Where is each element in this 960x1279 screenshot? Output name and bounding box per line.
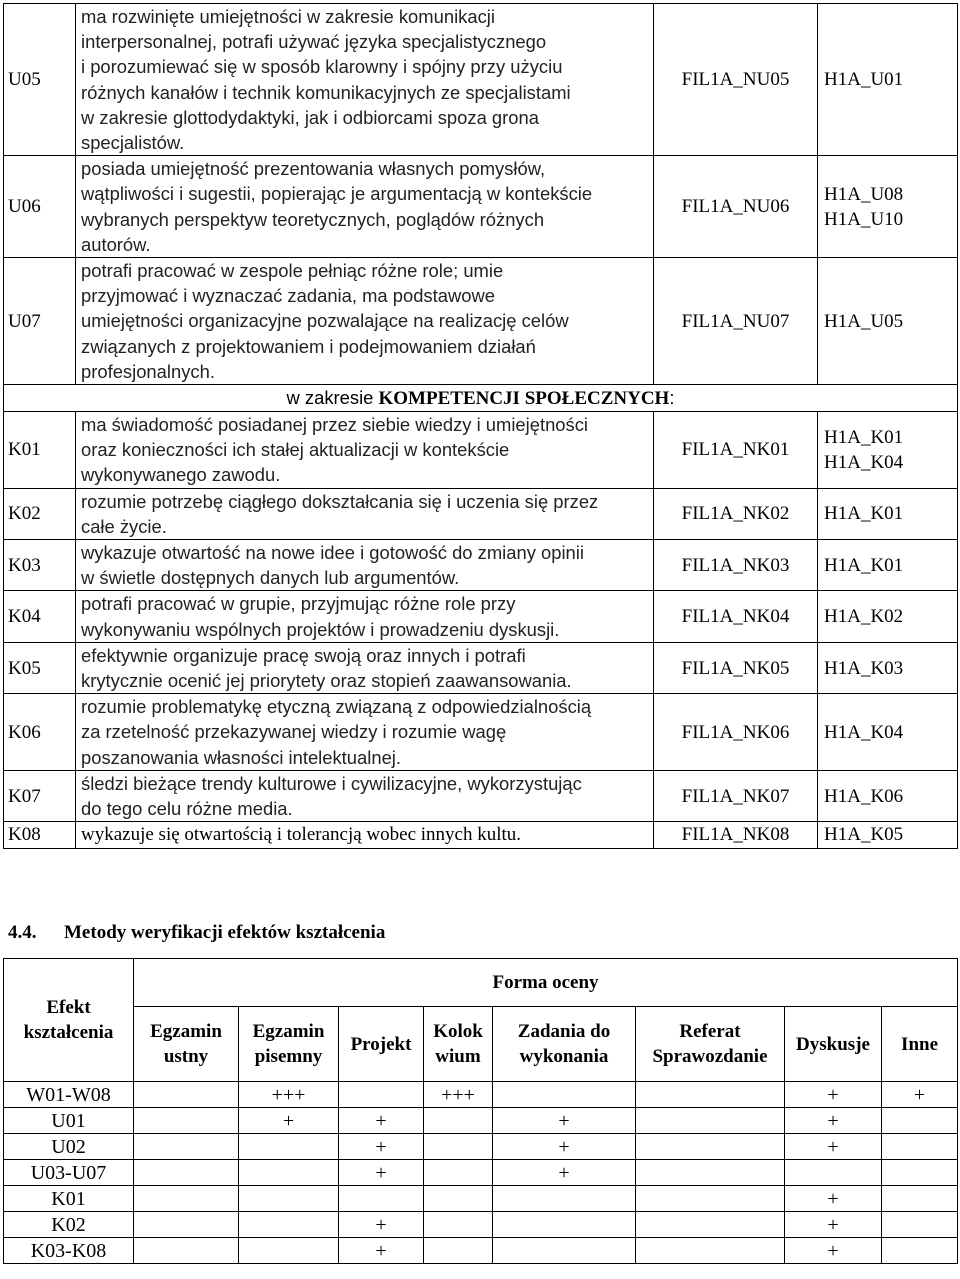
mark-cell: + [785,1134,882,1160]
area-code: H1A_U01 [824,69,904,91]
header-line: pisemny [254,1046,323,1067]
description-line: wykonywanego zawodu. [81,464,281,486]
mark-cell [134,1186,239,1212]
area-reference [818,488,958,539]
area-reference [818,694,958,771]
outcome-description [76,258,654,385]
method-header [424,1007,493,1082]
mark-cell: + [785,1238,882,1264]
description-line: całe życie. [81,515,167,537]
mark-cell [882,1238,958,1264]
area-reference [818,822,958,848]
area-code: H1A_K01 [824,554,904,576]
mark-cell: + [339,1108,424,1134]
outcome-row [4,694,958,771]
description-line: w świetle dostępnych danych lub argumentów. [81,567,460,589]
outcome-code: K02 [4,488,76,539]
description-line: potrafi pracować w grupie, przyjmując różne role przy [81,593,516,615]
outcome-description [76,822,654,848]
mark-cell [493,1238,636,1264]
header-line: wium [435,1046,481,1067]
header-line: ustny [163,1046,209,1067]
description-line: różnych kanałów i technik komunikacyjnych ze specjalistami [81,81,571,103]
description-line: oraz konieczności ich stałej aktualizacji w kontekście [81,439,510,461]
description-line: efektywnie organizuje pracę swoją oraz innych i potrafi [81,644,526,666]
mark-cell [493,1186,636,1212]
mark-cell [424,1108,493,1134]
columns-row [4,1007,958,1082]
direction-reference: FIL1A_NK06 [654,694,818,771]
learning-outcomes-body [4,4,958,849]
header-line: Egzamin [150,1021,222,1042]
verification-row [4,1212,958,1238]
outcome-code: U05 [4,4,76,156]
direction-reference: FIL1A_NK04 [654,591,818,642]
mark-cell: +++ [239,1082,339,1108]
description-line: specjalistów. [81,132,185,154]
description-line: rozumie potrzebę ciągłego dokształcania się i uczenia się przez [81,490,599,512]
outcome-code: K07 [4,770,76,821]
mark-cell [339,1082,424,1108]
header-line: Zadania do [517,1021,611,1042]
section-row [4,385,958,412]
mark-cell: + [339,1134,424,1160]
section-prefix: w zakresie [286,387,379,409]
direction-reference: FIL1A_NK03 [654,540,818,591]
outcome-description [76,694,654,771]
header-line: Projekt [350,1033,412,1055]
mark-cell [134,1160,239,1186]
mark-cell: + [785,1082,882,1108]
mark-cell: + [493,1160,636,1186]
description-line: i porozumiewać się w sposób klarowny i spójny przy użyciu [81,56,563,78]
effect-cell: U03-U07 [4,1160,134,1186]
method-header [134,1007,239,1082]
description-line: umiejętności organizacyjne pozwalające na realizację celów [81,310,569,332]
mark-cell: + [785,1186,882,1212]
mark-cell [636,1108,785,1134]
description-line: do tego celu różne media. [81,798,293,820]
outcome-row [4,822,958,848]
direction-reference: FIL1A_NU07 [654,258,818,385]
header-line: Referat [679,1021,741,1042]
outcome-description [76,540,654,591]
effect-cell: W01-W08 [4,1082,134,1108]
section-heading [8,922,385,944]
area-code: H1A_K01 [824,503,904,525]
mark-cell [882,1212,958,1238]
mark-cell: +++ [424,1082,493,1108]
mark-cell [882,1160,958,1186]
mark-cell [636,1134,785,1160]
learning-outcomes-table [3,3,958,849]
description-line: krytycznie ocenić jej priorytety oraz stopień zaawansowania. [81,670,572,692]
mark-cell [636,1186,785,1212]
mark-cell [239,1134,339,1160]
mark-cell: + [785,1108,882,1134]
method-header [493,1007,636,1082]
mark-cell [239,1238,339,1264]
description-line: posiada umiejętność prezentowania własnych pomysłów, [81,158,546,180]
form-header: Forma oceny [134,959,958,1007]
outcome-description [76,642,654,693]
section-title: KOMPETENCJI SPOŁECZNYCH [378,388,670,410]
mark-cell [239,1186,339,1212]
outcome-description [76,591,654,642]
mark-cell [134,1238,239,1264]
mark-cell [339,1186,424,1212]
verification-header [4,959,958,1082]
description-line: związanych z projektowaniem i podejmowaniem działań [81,335,536,357]
effect-cell: K03-K08 [4,1238,134,1264]
mark-cell [493,1212,636,1238]
description-line: ma świadomość posiadanej przez siebie wiedzy i umiejętności [81,414,588,436]
outcome-code: K04 [4,591,76,642]
mark-cell [134,1108,239,1134]
direction-reference: FIL1A_NK05 [654,642,818,693]
mark-cell [424,1134,493,1160]
direction-reference: FIL1A_NU06 [654,156,818,258]
mark-cell [424,1238,493,1264]
mark-cell [785,1160,882,1186]
verification-row [4,1108,958,1134]
mark-cell: + [339,1160,424,1186]
outcome-row [4,4,958,156]
mark-cell [636,1160,785,1186]
section-title: Metody weryfikacji efektów kształcenia [64,922,386,943]
outcome-row [4,412,958,489]
effect-cell: K01 [4,1186,134,1212]
area-code: H1A_U10 [824,208,904,230]
outcome-row [4,488,958,539]
outcome-code: K06 [4,694,76,771]
verification-body [4,1082,958,1264]
method-header [785,1007,882,1082]
mark-cell: + [339,1238,424,1264]
area-reference [818,4,958,156]
section-number: 4.4. [8,922,37,943]
header-line: Efekt [46,997,91,1018]
mark-cell [239,1160,339,1186]
outcome-row [4,642,958,693]
area-code: H1A_K05 [824,824,904,846]
direction-reference: FIL1A_NK01 [654,412,818,489]
description-line: przyjmować i wyznaczać zadania, ma podstawowe [81,285,495,307]
area-reference [818,642,958,693]
mark-cell: + [882,1082,958,1108]
outcome-code: U06 [4,156,76,258]
description-line: wykonywaniu wspólnych projektów i prowadzeniu dyskusji. [81,618,560,640]
header-line: kształcenia [23,1022,114,1043]
mark-cell [424,1186,493,1212]
mark-cell [636,1082,785,1108]
mark-cell [134,1082,239,1108]
outcome-code: K08 [4,822,76,848]
description-line: poszanowania własności intelektualnej. [81,746,401,768]
header-line: Inne [901,1033,939,1055]
area-code: H1A_U05 [824,310,904,332]
outcome-code: K01 [4,412,76,489]
effect-header [4,959,134,1082]
outcome-row [4,540,958,591]
description-line: autorów. [81,233,151,255]
description-line: wykazuje się otwartością i tolerancją wobec innych kultu. [81,824,522,846]
mark-cell [424,1160,493,1186]
outcome-row [4,156,958,258]
area-reference [818,770,958,821]
section-label [4,385,958,412]
description-line: ma rozwinięte umiejętności w zakresie komunikacji [81,6,495,27]
area-reference [818,591,958,642]
effect-cell: U02 [4,1134,134,1160]
area-code: H1A_K06 [824,785,904,807]
method-header [636,1007,785,1082]
direction-reference: FIL1A_NK02 [654,488,818,539]
outcome-description [76,156,654,258]
outcome-row [4,591,958,642]
verification-row [4,1238,958,1264]
description-line: za rzetelność przekazywanej wiedzy i rozumie wagę [81,721,507,743]
header-line: Sprawozdanie [652,1046,768,1067]
outcome-row [4,770,958,821]
mark-cell: + [493,1134,636,1160]
mark-cell [239,1212,339,1238]
description-line: wybranych perspektyw teoretycznych, poglądów różnych [81,208,545,230]
direction-reference: FIL1A_NU05 [654,4,818,156]
mark-cell: + [239,1108,339,1134]
outcome-code: K03 [4,540,76,591]
area-code: H1A_K04 [824,451,904,473]
area-code: H1A_U08 [824,183,904,205]
section-suffix: : [669,387,675,409]
mark-cell: + [339,1212,424,1238]
description-line: wykazuje otwartość na nowe idee i gotowość do zmiany opinii [81,542,584,564]
mark-cell [493,1082,636,1108]
description-line: interpersonalnej, potrafi używać języka specjalistycznego [81,31,547,53]
mark-cell [636,1238,785,1264]
direction-reference: FIL1A_NK07 [654,770,818,821]
area-code: H1A_K02 [824,606,904,628]
outcome-description [76,412,654,489]
description-line: potrafi pracować w zespole pełniąc różne role; umie [81,260,504,282]
mark-cell [636,1212,785,1238]
area-code: H1A_K04 [824,721,904,743]
mark-cell [882,1108,958,1134]
header-line: wykonania [519,1046,609,1067]
area-reference [818,540,958,591]
verification-methods-table [3,958,958,1264]
outcome-row [4,258,958,385]
mark-cell [882,1186,958,1212]
effect-cell: K02 [4,1212,134,1238]
outcome-description [76,488,654,539]
verification-row [4,1186,958,1212]
mark-cell [134,1134,239,1160]
mark-cell: + [785,1212,882,1238]
verification-row [4,1082,958,1108]
area-code: H1A_K03 [824,657,904,679]
area-reference [818,258,958,385]
method-header [239,1007,339,1082]
description-line: śledzi bieżące trendy kulturowe i cywilizacyjne, wykorzystując [81,772,582,794]
mark-cell [134,1212,239,1238]
area-reference [818,412,958,489]
header-row [4,959,958,1007]
description-line: wątpliwości i sugestii, popierając je argumentacją w kontekście [81,183,593,205]
mark-cell [424,1212,493,1238]
description-line: rozumie problematykę etyczną związaną z odpowiedzialnością [81,696,592,718]
verification-row [4,1160,958,1186]
outcome-description [76,770,654,821]
mark-cell [882,1134,958,1160]
description-line: profesjonalnych. [81,360,215,382]
method-header [339,1007,424,1082]
header-line: Dyskusje [796,1033,870,1055]
effect-cell: U01 [4,1108,134,1134]
mark-cell: + [493,1108,636,1134]
outcome-code: K05 [4,642,76,693]
verification-row [4,1134,958,1160]
header-line: Egzamin [252,1021,325,1042]
description-line: w zakresie glottodydaktyki, jak i odbiorcami spoza grona [81,106,539,128]
area-code: H1A_K01 [824,426,904,448]
area-reference [818,156,958,258]
direction-reference: FIL1A_NK08 [654,822,818,848]
outcome-description [76,4,654,156]
outcome-code: U07 [4,258,76,385]
header-line: Kolok [433,1021,483,1042]
method-header [882,1007,958,1082]
